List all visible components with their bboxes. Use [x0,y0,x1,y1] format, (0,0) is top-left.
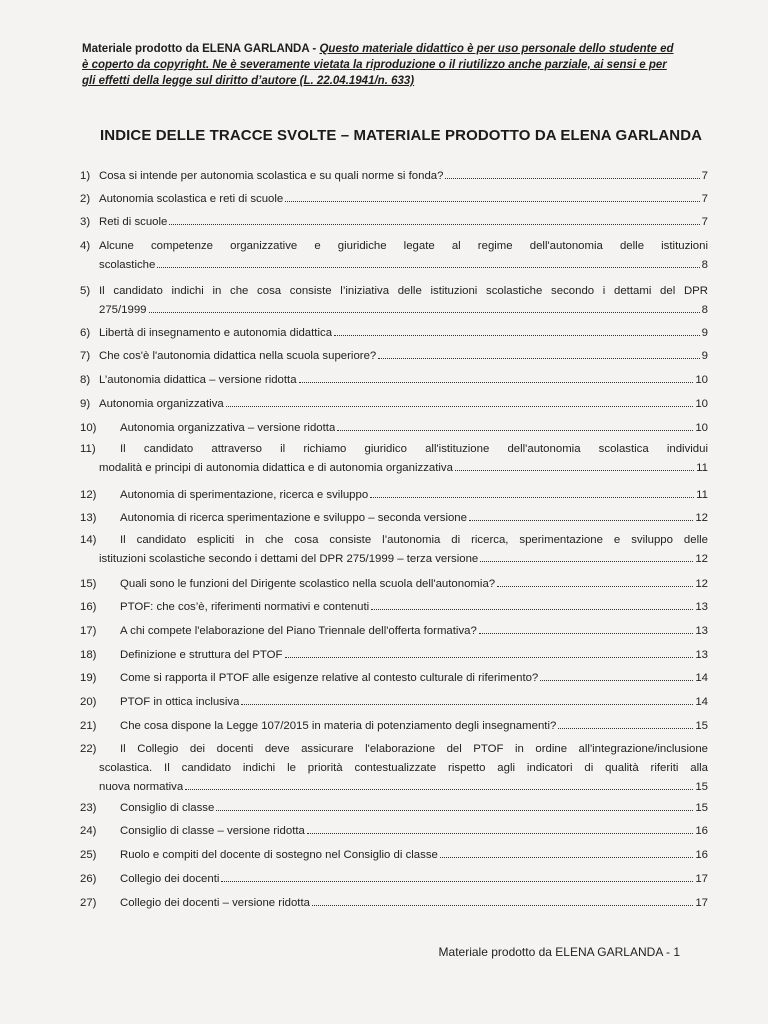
page-footer: Materiale prodotto da ELENA GARLANDA - 1 [438,945,680,959]
toc-entry-page: 11 [696,489,708,501]
toc-entry-number: 5) [80,285,91,297]
toc-entry-number: 24) [80,825,97,837]
toc-entry-text: modalità e principi di autonomia didattica e di autonomia organizzativa [99,462,453,474]
toc-entry-page: 10 [695,398,708,410]
toc-entry-number: 27) [80,897,97,909]
toc-entry-page: 10 [695,374,708,386]
dot-leader [216,810,693,811]
toc-entry [80,576,708,592]
toc-entry-page: 9 [701,327,708,339]
toc-entry-text: Libertà di insegnamento e autonomia didattica [99,327,333,339]
toc-entry [80,718,708,734]
toc-entry-number: 9) [80,398,91,410]
dot-leader [337,430,693,431]
toc-entry-text: Che cosa dispone la Legge 107/2015 in materia di potenziamento degli insegnamenti? [120,720,557,732]
toc-entry-page: 15 [695,802,708,814]
toc-entry-text: nuova normativa [99,781,184,793]
dot-leader [241,704,693,705]
toc-entry-page: 12 [695,512,708,524]
dot-leader [540,680,693,681]
toc-entry [80,823,708,839]
toc-entry-text: Il candidato espliciti in che cosa consiste l’autonomia di ricerca, sperimentazione e sviluppo delle [120,534,708,546]
toc-entry [80,283,708,318]
toc-entry-number: 25) [80,849,97,861]
dot-leader [469,520,693,521]
toc-entry-text: Il candidato attraverso il richiamo giuridico all'istituzione dell'autonomia scolastica individui [120,443,708,455]
header-lead: Materiale prodotto da ELENA GARLANDA - [82,43,320,55]
toc-entry-page: 7 [701,193,708,205]
dot-leader [334,335,700,336]
toc-entry-text: Autonomia organizzativa [99,398,224,410]
toc-entry-page: 7 [701,170,708,182]
toc-entry-number: 2) [80,193,91,205]
toc-entry [80,348,708,364]
toc-entry-page: 12 [695,553,708,565]
dot-leader [285,201,699,202]
toc-entry-text: scolastiche [99,259,156,271]
toc-entry-text: L’autonomia didattica – versione ridotta [99,374,297,386]
toc-entry [80,599,708,615]
toc-entry-text: Autonomia di ricerca sperimentazione e sviluppo – seconda versione [120,512,467,524]
toc-entry-number: 8) [80,374,91,386]
dot-leader [299,382,694,383]
toc-entry-page: 17 [695,873,708,885]
toc-entry [80,670,708,686]
toc-entry-text: Cosa si intende per autonomia scolastica e su quali norme si fonda? [99,170,444,182]
toc-entry-page: 11 [696,462,708,474]
toc-entry [80,510,708,526]
toc-entry [80,647,708,663]
toc-entry [80,694,708,710]
toc-entry-text: Autonomia organizzativa – versione ridotta [120,422,336,434]
toc-entry-page: 17 [695,897,708,909]
toc-entry-number: 13) [80,512,97,524]
dot-leader [312,905,693,906]
toc-entry-text: PTOF in ottica inclusiva [120,696,240,708]
toc-entry-text: Consiglio di classe – versione ridotta [120,825,305,837]
toc-entry-number: 20) [80,696,97,708]
toc-entry-page: 8 [701,304,708,316]
toc-entry-text: Autonomia scolastica e reti di scuole [99,193,284,205]
toc-entry-number: 12) [80,489,97,501]
toc-entry-number: 18) [80,649,97,661]
dot-leader [169,224,699,225]
dot-leader [185,789,693,790]
toc-entry [80,741,708,795]
toc-entry [80,191,708,207]
toc-entry-page: 12 [695,578,708,590]
dot-leader [149,312,700,313]
toc-entry-number: 10) [80,422,97,434]
dot-leader [497,586,693,587]
toc-entry-page: 15 [695,720,708,732]
toc-entry [80,532,708,567]
toc-entry-number: 3) [80,216,91,228]
toc-entry-page: 9 [701,350,708,362]
toc-entry-number: 26) [80,873,97,885]
toc-entry-number: 1) [80,170,91,182]
toc-entry-number: 15) [80,578,97,590]
copyright-header [82,41,682,89]
toc-entry-text: A chi compete l'elaborazione del Piano Triennale dell'offerta formativa? [120,625,477,637]
toc-entry [80,372,708,388]
toc-entry [80,800,708,816]
toc-entry-page: 16 [695,849,708,861]
toc-entry-page: 16 [695,825,708,837]
toc-entry-page: 13 [695,601,708,613]
dot-leader [378,358,699,359]
dot-leader [221,881,693,882]
dot-leader [558,728,693,729]
toc-entry-text: Collegio dei docenti [120,873,220,885]
toc-entry-number: 6) [80,327,91,339]
toc-entry-text: PTOF: che cos’è, riferimenti normativi e contenuti [120,601,370,613]
toc-entry-page: 14 [695,672,708,684]
toc-entry-number: 19) [80,672,97,684]
toc-entry-text: Ruolo e compiti del docente di sostegno nel Consiglio di classe [120,849,438,861]
toc-entry-text: Quali sono le funzioni del Dirigente scolastico nella scuola dell'autonomia? [120,578,496,590]
toc-entry-text: scolastica. Il candidato indichi le priorità contestualizzate rispetto agli indicatori di qualità riferiti alla [99,762,708,774]
toc-entry [80,214,708,230]
toc-entry-page: 15 [695,781,708,793]
toc-entry-number: 11) [80,443,96,455]
toc-entry-page: 8 [701,259,708,271]
toc-entry-number: 4) [80,240,91,252]
toc-entry-text: Collegio dei docenti – versione ridotta [120,897,310,909]
toc-entry [80,420,708,436]
toc-entry [80,487,708,503]
toc-entry-number: 17) [80,625,97,637]
toc-entry-number: 16) [80,601,97,613]
dot-leader [480,561,693,562]
index-title: INDICE DELLE TRACCE SVOLTE – MATERIALE PRODOTTO DA ELENA GARLANDA [100,127,703,144]
dot-leader [455,470,694,471]
toc-entry [80,623,708,639]
toc-entry [80,238,708,273]
toc-entry-text: Reti di scuole [99,216,168,228]
toc-entry-page: 13 [695,625,708,637]
toc-entry-text: Consiglio di classe [120,802,215,814]
toc-entry-number: 14) [80,534,97,546]
dot-leader [307,833,693,834]
dot-leader [371,609,693,610]
toc-entry-number: 21) [80,720,97,732]
dot-leader [445,178,699,179]
toc-entry-text: Come si rapporta il PTOF alle esigenze relative al contesto culturale di riferimento? [120,672,539,684]
toc-entry-text: Il candidato indichi in che cosa consiste l’iniziativa delle istituzioni scolastiche secondo i dettami del DPR [99,285,708,297]
toc-entry-number: 7) [80,350,91,362]
toc-entry-page: 7 [701,216,708,228]
dot-leader [440,857,693,858]
toc-entry-text: Che cos'è l'autonomia didattica nella scuola superiore? [99,350,377,362]
dot-leader [285,657,694,658]
toc-entry [80,441,708,476]
toc-entry-page: 13 [695,649,708,661]
toc-entry-number: 22) [80,743,97,755]
toc-entry-page: 10 [695,422,708,434]
toc-entry-text: Il Collegio dei docenti deve assicurare l'elaborazione del PTOF in ordine all'integrazione/inclusione [120,743,708,755]
toc-entry-text: istituzioni scolastiche secondo i dettami del DPR 275/1999 – terza versione [99,553,479,565]
dot-leader [226,406,694,407]
dot-leader [479,633,693,634]
toc-entry [80,325,708,341]
toc-entry-text: Autonomia di sperimentazione, ricerca e sviluppo [120,489,369,501]
toc-entry [80,168,708,184]
dot-leader [370,497,694,498]
dot-leader [157,267,699,268]
copyright-notice: Questo materiale didattico è per uso personale dello studente ed è coperto da copyright. Ne è severamente vietata la riproduzione o il riutilizzo anche parziale, ai sensi e per gli effetti della legge sul diritto d’autore (L. 22.04.1941/n. 633) [82,43,674,87]
toc-entry [80,396,708,412]
toc-entry [80,895,708,911]
toc-entry-text: Alcune competenze organizzative e giuridiche legate al regime dell'autonomia delle istituzioni [99,240,708,252]
toc-entry-text: 275/1999 [99,304,147,316]
toc-entry-number: 23) [80,802,97,814]
toc-entry [80,847,708,863]
toc-entry [80,871,708,887]
toc-entry-text: Definizione e struttura del PTOF [120,649,283,661]
toc-entry-page: 14 [695,696,708,708]
